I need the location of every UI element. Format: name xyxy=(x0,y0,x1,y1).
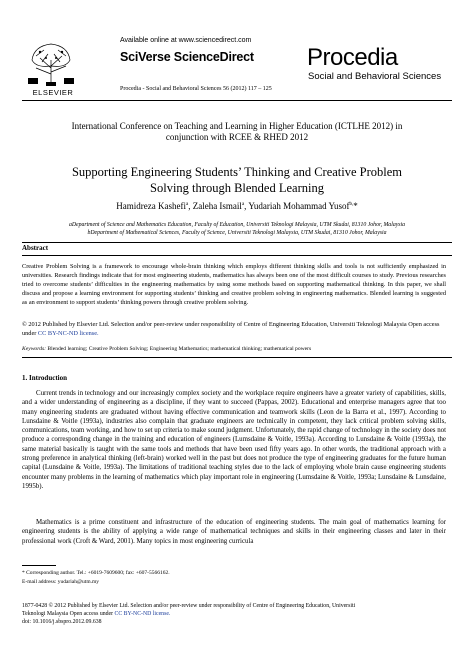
paper-title-line-2: Solving through Blended Learning xyxy=(150,181,324,195)
abstract-heading: Abstract xyxy=(22,244,49,252)
publication-line-2 xyxy=(22,610,462,618)
footnote-email: E-mail address: yudariah@utm.my xyxy=(22,579,100,585)
author-name: Zaleha Ismail xyxy=(192,201,242,211)
paper-title-line-1: Supporting Engineering Students’ Thinking and Creative Problem xyxy=(71,165,403,179)
body-paragraph-1: Current trends in technology and our increasingly complex society and the workplace require engineers have a greater variety of capabilities, skills, and a wider understanding of engineering as a discipline, if they want to succeed (Pappas, 2002). Educational and enterprise managers agree that too many engineering students are graduated without having effective communication and teamwork skills (Leon de la Barra et al., 1997). According to Lunsdaine & Voitle (1993a), industries also complain that graduate engineers are technically in competent, they lack critical problem solving skills, communications, team working, and how to set up criteria to make sound judgment. Unfortunately, the rapid change of technology in the society does not produce a corresponding change in the training and education of engineers (Lumsdaine & Voitle, 1993a). According to Lunsdaine & Voitle (1993a), the same material basically is taught with the same tools and methods that have been used fifty years ago. In other words, the traditional approach with a strong preference in analytical thinking (left-brain) worked well in the past but does not produce the type of engineering graduates for the future human capital (Lunsdaine & Voitle, 1993a). The limitations of traditional teaching styles due to the lack of employing whole brain cause engineering students encounter many problems in the learning of mathematics which play important role in engineering (Lumsdaine & Voitle, 1993a; Lunsdaine & Lunsdaine, 1995b). xyxy=(22,390,446,490)
body-paragraph-2: Mathematics is a prime constituent and infrastructure of the education of engineering students. The main goal of mathematics learning for engineering students is the ability of applying a wide range of mathematical techniques and skills in their engineering classes and later in their professional work (Croft & Ward, 2001). Many topics in most engineering curricula xyxy=(22,519,446,545)
keywords-divider xyxy=(22,357,452,358)
author-affiliation-mark: a xyxy=(241,202,245,207)
conference-info xyxy=(40,121,434,143)
license-link[interactable]: CC BY-NC-ND license. xyxy=(37,330,99,337)
journal-subtitle: Social and Behavioral Sciences xyxy=(308,71,442,82)
license-link-bottom[interactable]: CC BY-NC-ND license. xyxy=(114,611,171,617)
corresponding-author-mark: * xyxy=(353,201,358,211)
platform-name: SciVerse ScienceDirect xyxy=(120,50,254,64)
open-access-text: Teknologi Malaysia Open access under xyxy=(22,611,115,617)
author-name: Hamidreza Kashefi xyxy=(116,201,186,211)
copyright-notice xyxy=(22,320,446,338)
elsevier-tree-icon xyxy=(22,38,80,88)
publication-info xyxy=(22,602,462,626)
author-list: Hamidreza Kashefi$^a$, Zaleha Ismail$^a$, Yudariah Mohammad Yusof$^{b,}$* xyxy=(116,201,358,211)
journal-reference: Procedia - Social and Behavioral Sciences 56 (2012) 117 – 125 xyxy=(120,86,272,92)
conference-line-2: conjunction with RCEE & RHED 2012 xyxy=(165,132,309,142)
abstract-text: Creative Problem Solving is a framework to encourage whole-brain thinking which employs different thinking skills and tools is not sufficiently emphasized in universities. Research findings indicate that for most engineering students, mathematics has always been one of the most difficult courses to study. Previous researches tried to overcome students’ difficulties in the engineering mathematics by using some methods based on supporting mathematical thinking. In this paper, we shall discuss and propose a learning environment for supporting students’ thinking and creative problem solving in engineering mathematics. Blended learning is suggested as an environment to support students’ thinking powers through creative problem solving. xyxy=(22,263,446,306)
doi-line: doi: 10.1016/j.sbspro.2012.09.638 xyxy=(22,619,102,625)
keywords xyxy=(22,346,446,352)
publication-line-1: 1877-0428 © 2012 Published by Elsevier Ltd. Selection and/or peer-review under responsibility of Centre of Engineering Education, Universiti xyxy=(22,603,356,609)
keywords-label: Keywords: xyxy=(22,346,47,352)
keywords-list: Blended learning; Creative Problem Solving; Engineering Mathematics; mathematical thinking; mathematical powers xyxy=(46,346,312,352)
available-online-text: Available online at www.sciencedirect.com xyxy=(120,37,252,44)
footnote-divider xyxy=(22,565,56,566)
affiliation-b: bDepartment of Mathematical Sciences, Faculty of Science, Universiti Teknologi Malaysia, UTM Skudai, 81310 Johor, Malaysia xyxy=(87,230,387,236)
abstract-top-divider xyxy=(22,242,452,243)
journal-name: Procedia xyxy=(307,44,398,71)
elsevier-logo xyxy=(22,38,80,88)
abstract-heading-divider xyxy=(22,255,452,256)
author-affiliation-mark: a xyxy=(185,202,189,207)
section-heading: 1. Introduction xyxy=(22,374,67,382)
copyright-text: © 2012 Published by Elsevier Ltd. Selection and/or peer-review under responsibility of Centre of Engineering Education, Universiti Teknologi Malaysia Open access under xyxy=(22,321,440,337)
affiliation-a: aDepartment of Science and Mathematics Education, Faculty of Education, Universiti Teknologi Malaysia, UTM Skudai, 81310 Johor, Malaysia xyxy=(68,222,406,228)
elsevier-logo-caption: ELSEVIER xyxy=(32,88,74,97)
conference-line-1: International Conference on Teaching and Learning in Higher Education (ICTLHE 2012) in xyxy=(71,121,403,131)
author-name: Yudariah Mohammad Yusof xyxy=(248,201,350,211)
author-affiliation-mark: b, xyxy=(349,202,354,207)
footnote-corresponding: * Corresponding author. Tel.: +6019-7609600; fax: +607-5566162. xyxy=(22,570,170,576)
paper-title xyxy=(40,164,434,196)
header-divider xyxy=(22,100,452,101)
